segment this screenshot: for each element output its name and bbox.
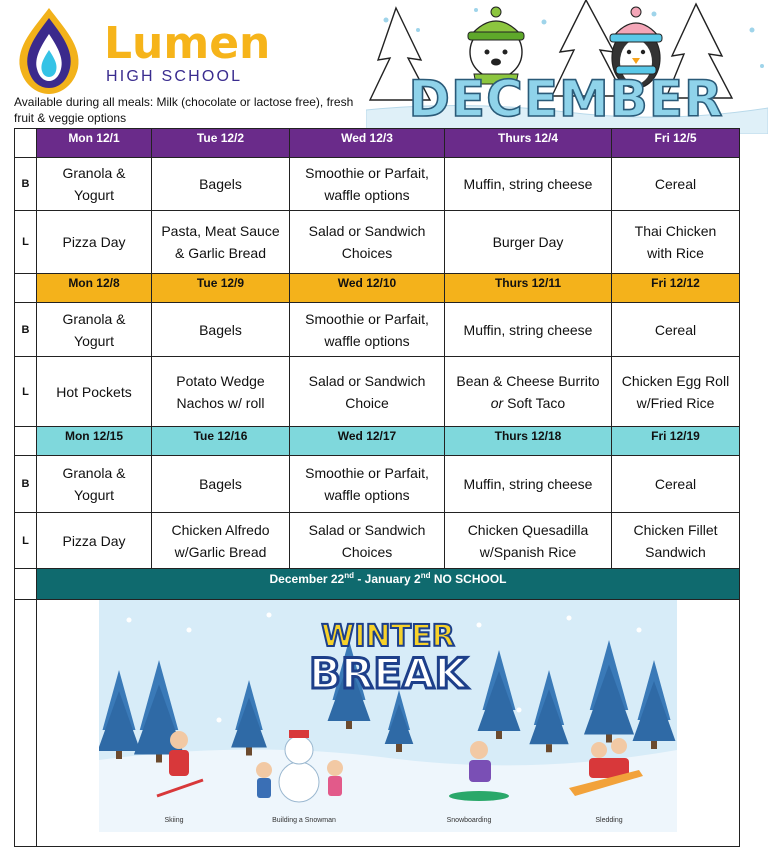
menu-item-line: Cereal [654,176,697,192]
winter-break-row [15,600,740,847]
december-banner [366,0,768,134]
menu-item-line: Potato Wedge [176,372,265,389]
snowman-icon [279,762,319,802]
menu-item-line: Salad or Sandwich [308,372,426,389]
snowflake-icon [217,718,222,723]
menu-item-line: Choices [341,543,393,560]
no-school-banner [37,569,740,600]
lunch-item [37,211,152,274]
menu-item-line: Choice [345,394,389,411]
breakfast-item [445,158,612,211]
menu-item-line: Yogurt [74,332,114,349]
snowboarder-body [469,760,491,782]
day-header: Tue 12/2 [152,129,290,158]
menu-item-line: with Rice [647,245,704,261]
menu-item-line: Smoothie or Parfait, [305,165,429,181]
activity-caption: Snowboarding [446,817,492,824]
breakfast-row [15,456,740,513]
lunch-item [37,357,152,427]
breakfast-item [152,158,290,211]
sledder-icon [591,742,607,758]
breakfast-item [37,158,152,211]
day-header: Fri 12/5 [612,129,740,158]
sledder-icon [611,738,627,754]
menu-item-line: w/Spanish Rice [479,543,577,560]
menu-item-line: Granola & [62,165,126,181]
winter-title: WINTER [321,619,455,654]
menu-item-line: waffle options [324,332,410,349]
menu-item-line: Yogurt [74,187,114,203]
breakfast-item [612,158,740,211]
lunch-marker: L [15,211,37,274]
day-header: Mon 12/15 [37,427,152,456]
menu-item-line: Pizza Day [62,234,126,250]
breakfast-row [15,158,740,211]
menu-item-line: waffle options [324,187,410,203]
day-header: Wed 12/17 [290,427,445,456]
child-icon [256,762,272,778]
child-body [328,776,342,796]
activity-caption: Skiing [164,817,184,824]
breakfast-item [445,456,612,513]
week-header-row [15,427,740,456]
lunch-item [445,357,612,427]
breakfast-item [290,303,445,357]
breakfast-item [290,158,445,211]
snowflake-icon [267,613,272,618]
day-header: Wed 12/10 [290,274,445,303]
lunch-marker: L [15,513,37,569]
menu-item-line: Chicken Fillet [633,521,718,538]
winter-break-cell [37,600,740,847]
snowflake-icon [637,628,642,633]
menu-item-line: Salad or Sandwich [308,223,426,239]
menu-item-line: Bagels [199,176,242,192]
menu-item-line: Bagels [199,321,242,338]
tree-trunk [651,741,657,749]
no-school-text: nd [420,571,431,580]
row-marker-blank [15,274,37,303]
tree-trunk [396,744,402,752]
child-body [257,778,271,798]
snowboarder-icon [470,741,488,759]
menu-item-line: Thai Chicken [634,223,717,239]
menu-item-line: Hot Pockets [56,383,132,400]
snowflake-icon [477,623,482,628]
lunch-menu-table [14,128,740,847]
menu-item-line: Choices [341,245,393,261]
winter-break-illustration [99,600,677,832]
menu-item-line: Cereal [654,321,697,338]
lunch-item [612,357,740,427]
skier-icon [170,731,188,749]
no-school-row [15,569,740,600]
menu-item-line: Muffin, string cheese [463,176,593,192]
lunch-item [37,513,152,569]
menu-item-line: Chicken Egg Roll [621,372,730,389]
no-school-text: NO SCHOOL [430,572,507,586]
day-header: Fri 12/12 [612,274,740,303]
tree-trunk [546,744,552,752]
activity-caption: Building a Snowman [272,817,336,824]
week-header-row [15,129,740,158]
snowflake-icon [567,616,572,621]
menu-item-line: Muffin, string cheese [463,476,593,492]
menu-item-line: Muffin, string cheese [463,321,593,338]
tree-trunk [346,721,352,729]
snowman-head [285,736,313,764]
lunch-item [290,357,445,427]
tree-trunk [496,731,502,739]
day-header: Thurs 12/4 [445,129,612,158]
skier-body [169,750,189,776]
lunch-row [15,357,740,427]
breakfast-item [152,456,290,513]
menu-item-line: Nachos w/ roll [176,394,265,411]
day-header: Wed 12/3 [290,129,445,158]
no-school-text: nd [344,571,354,580]
row-marker-blank [15,129,37,158]
day-header: Mon 12/1 [37,129,152,158]
snowflake-icon [187,628,192,633]
break-title: BREAK [308,649,468,698]
row-marker-blank [15,427,37,456]
menu-item-line: Soft Taco [503,394,566,411]
menu-item-or: or [490,394,504,411]
breakfast-item [37,456,152,513]
menu-item-line: waffle options [324,487,410,503]
breakfast-item [612,456,740,513]
menu-item-line: w/Fried Rice [636,394,715,411]
breakfast-item [37,303,152,357]
menu-item-line: Yogurt [74,487,114,503]
tree-trunk [116,751,122,759]
menu-item-line: Sandwich [645,543,706,560]
menu-item-line: Granola & [62,310,126,327]
breakfast-item [612,303,740,357]
week-header-row [15,274,740,303]
menu-item-line: Burger Day [492,234,564,250]
lunch-item [612,513,740,569]
december-title: DECEMBER [408,70,724,128]
lumen-flame-logo [12,6,86,96]
day-header: Thurs 12/18 [445,427,612,456]
breakfast-item [290,456,445,513]
menu-item-line: w/Garlic Bread [174,543,267,560]
lunch-row [15,211,740,274]
day-header: Mon 12/8 [37,274,152,303]
breakfast-row [15,303,740,357]
breakfast-marker: B [15,158,37,211]
availability-note: Available during all meals: Milk (chocolate or lactose free), fresh fruit & veggie options [14,95,354,125]
child-icon [327,760,343,776]
lunch-item [152,357,290,427]
no-school-text: - January 2 [354,572,421,586]
tree-trunk [606,735,612,743]
breakfast-marker: B [15,456,37,513]
lunch-item [445,211,612,274]
lunch-item [152,513,290,569]
activity-caption: Sledding [595,817,623,824]
row-marker-blank [15,569,37,600]
breakfast-marker: B [15,303,37,357]
day-header: Thurs 12/11 [445,274,612,303]
menu-item-line: Chicken Alfredo [171,521,270,538]
menu-item-line: Granola & [62,465,126,481]
menu-item-line: Smoothie or Parfait, [305,465,429,481]
school-subtitle: HIGH SCHOOL [106,68,243,85]
menu-item-line: Bean & Cheese Burrito [456,372,600,389]
menu-item-line: Salad or Sandwich [308,521,426,538]
menu-item-line: Chicken Quesadilla [467,521,589,538]
menu-item-line: Pizza Day [62,532,126,549]
lunch-marker: L [15,357,37,427]
school-name: Lumen [104,18,271,69]
menu-item-line: Bagels [199,476,242,492]
lunch-row [15,513,740,569]
no-school-text: December 22 [269,572,345,586]
tree-trunk [156,755,162,763]
menu-item-line: Cereal [654,476,697,492]
day-header: Fri 12/19 [612,427,740,456]
lunch-item [290,211,445,274]
tree-trunk [246,748,252,756]
snowflake-icon [127,618,132,623]
row-marker-blank [15,600,37,847]
day-header: Tue 12/16 [152,427,290,456]
menu-item-line: Pasta, Meat Sauce [161,223,280,239]
snowflake-icon [517,708,522,713]
day-header: Tue 12/9 [152,274,290,303]
lunch-item [290,513,445,569]
menu-item-line: & Garlic Bread [174,245,267,261]
snowboard-icon [449,791,509,801]
breakfast-item [445,303,612,357]
lunch-item [152,211,290,274]
menu-item-line: Smoothie or Parfait, [305,310,429,327]
snowman-hat [289,730,309,738]
lunch-item [612,211,740,274]
breakfast-item [152,303,290,357]
lunch-item [445,513,612,569]
